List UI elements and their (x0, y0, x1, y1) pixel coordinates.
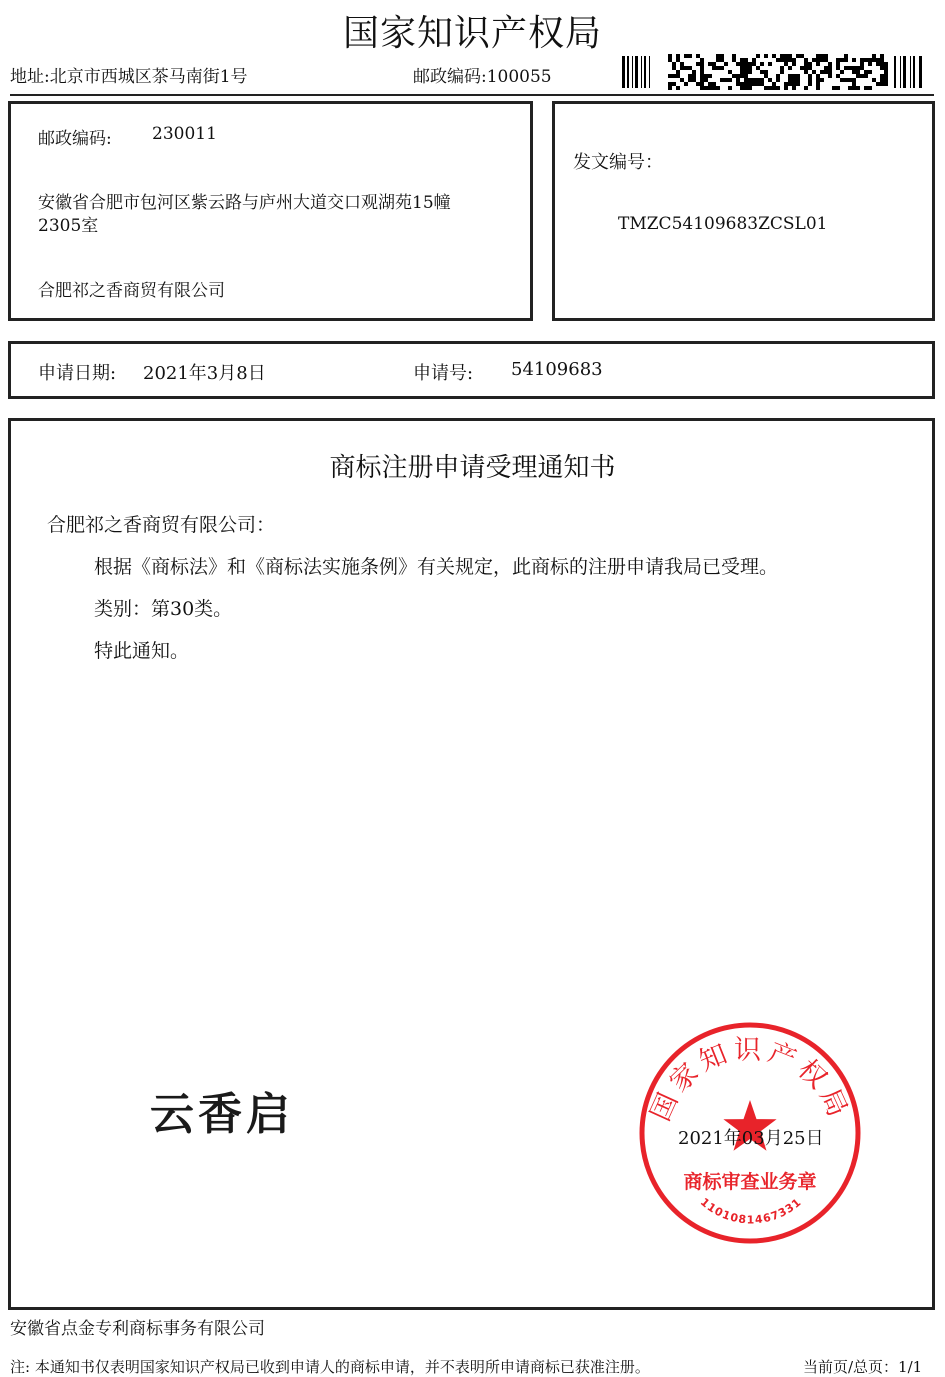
office-address: 地址:北京市西城区茶马南街1号 (10, 67, 248, 87)
application-date: 2021年3月8日 (143, 363, 266, 384)
trademark-mark-text: 云香启 (150, 1089, 294, 1140)
application-number-label: 申请号: (413, 363, 474, 384)
seal-dept-text: 商标审查业务章 (683, 1171, 817, 1193)
notice-paragraph-3: 特此通知。 (94, 640, 190, 662)
notice-date: 2021年03月25日 (678, 1128, 824, 1149)
header-divider (10, 94, 934, 96)
doc-number: TMZC54109683ZCSL01 (618, 214, 828, 234)
recipient-company: 合肥祁之香商贸有限公司 (38, 281, 225, 301)
seal-code-text: 1101081467331 (697, 1195, 805, 1227)
notice-paragraph-2: 类别：第30类。 (94, 598, 233, 620)
application-date-label: 申请日期: (38, 363, 117, 384)
application-number: 54109683 (511, 359, 603, 380)
notice-title: 商标注册申请受理通知书 (329, 453, 616, 483)
recipient-address-line1: 安徽省合肥市包河区紫云路与庐州大道交口观湖苑15幢 (38, 193, 451, 213)
barcode-image (622, 52, 932, 90)
seal-org-text: 国家知识产权局 (645, 1035, 855, 1126)
page-indicator: 当前页/总页：1/1 (803, 1358, 923, 1376)
office-postcode: 邮政编码:100055 (413, 67, 552, 87)
recipient-address-line2: 2305室 (38, 216, 99, 236)
page-title: 国家知识产权局 (342, 13, 602, 54)
agent-name: 安徽省点金专利商标事务有限公司 (10, 1319, 265, 1339)
recipient-postcode-label: 邮政编码: (38, 129, 112, 149)
svg-text:1101081467331 (698, 1195, 804, 1226)
notice-salutation: 合肥祁之香商贸有限公司： (47, 514, 276, 536)
doc-number-box (552, 101, 935, 321)
footer-note: 注: 本通知书仅表明国家知识产权局已收到申请人的商标申请，并不表明所申请商标已获准注册。 (10, 1358, 650, 1376)
notice-paragraph-1: 根据《商标法》和《商标法实施条例》有关规定，此商标的注册申请我局已受理。 (94, 556, 779, 578)
doc-number-label: 发文编号： (573, 152, 663, 173)
recipient-postcode: 230011 (152, 124, 217, 144)
